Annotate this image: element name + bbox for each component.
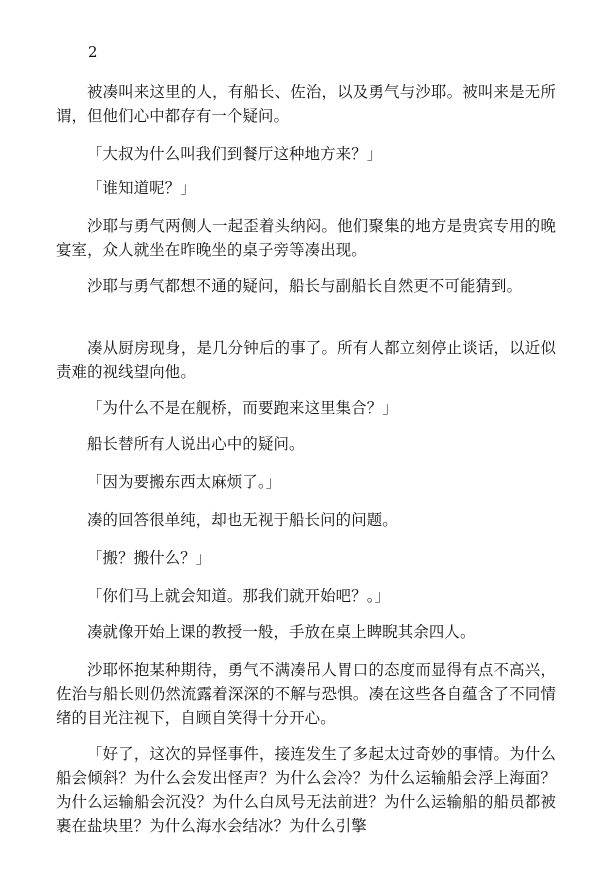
paragraph-10: 凑的回答很单纯，却也无视于船长问的问题。 (87, 511, 398, 529)
paragraph-14: 沙耶怀抱某种期待，勇气不满凑吊人胃口的态度而显得有点不高兴，佐治与船长则仍然流露着深深的不解与恐惧。凑在这些各自蕴含了不同情绪的目光注视下，自顾自笑得十分开心。 (56, 661, 556, 727)
paragraph-2: 「大叔为什么叫我们到餐厅这种地方来？」 (87, 145, 383, 163)
paragraph-15: 「好了，这次的异怪事件，接连发生了多起太过奇妙的事情。为什么船会倾斜？为什么会发出怪声？为什么会冷？为什么运输船会浮上海面？为什么运输船会沉没？为什么白凤号无法前进？为什么运输船的船员都被裹在盐块里？为什么海水会结冰？为什么引擎 (56, 745, 556, 835)
paragraph-5: 沙耶与勇气都想不通的疑问，船长与副船长自然更不可能猜到。 (87, 277, 523, 295)
paragraph-7: 「为什么不是在舰桥，而要跑来这里集合？」 (87, 399, 398, 417)
paragraph-12: 「你们马上就会知道。那我们就开始吧？。」 (87, 587, 391, 605)
paragraph-1: 被凑叫来这里的人，有船长、佐治，以及勇气与沙耶。被叫来是无所谓，但他们心中都存有一个疑问。 (56, 83, 556, 125)
paragraph-4: 沙耶与勇气两侧人一起歪着头纳闷。他们聚集的地方是贵宾专用的晚宴室，众人就坐在昨晚坐的桌子旁等凑出现。 (56, 217, 556, 259)
paragraph-8: 船长替所有人说出心中的疑问。 (87, 435, 305, 453)
page-number: 2 (88, 43, 98, 61)
paragraph-9: 「因为要搬东西太麻烦了。」 (87, 473, 282, 491)
paragraph-13: 凑就像开始上课的教授一般，手放在桌上睥睨其余四人。 (87, 623, 476, 641)
paragraph-6: 凑从厨房现身，是几分钟后的事了。所有人都立刻停止谈话，以近似责难的视线望向他。 (56, 339, 556, 381)
paragraph-3: 「谁知道呢？」 (87, 179, 196, 197)
paragraph-11: 「搬？搬什么？」 (87, 549, 212, 567)
